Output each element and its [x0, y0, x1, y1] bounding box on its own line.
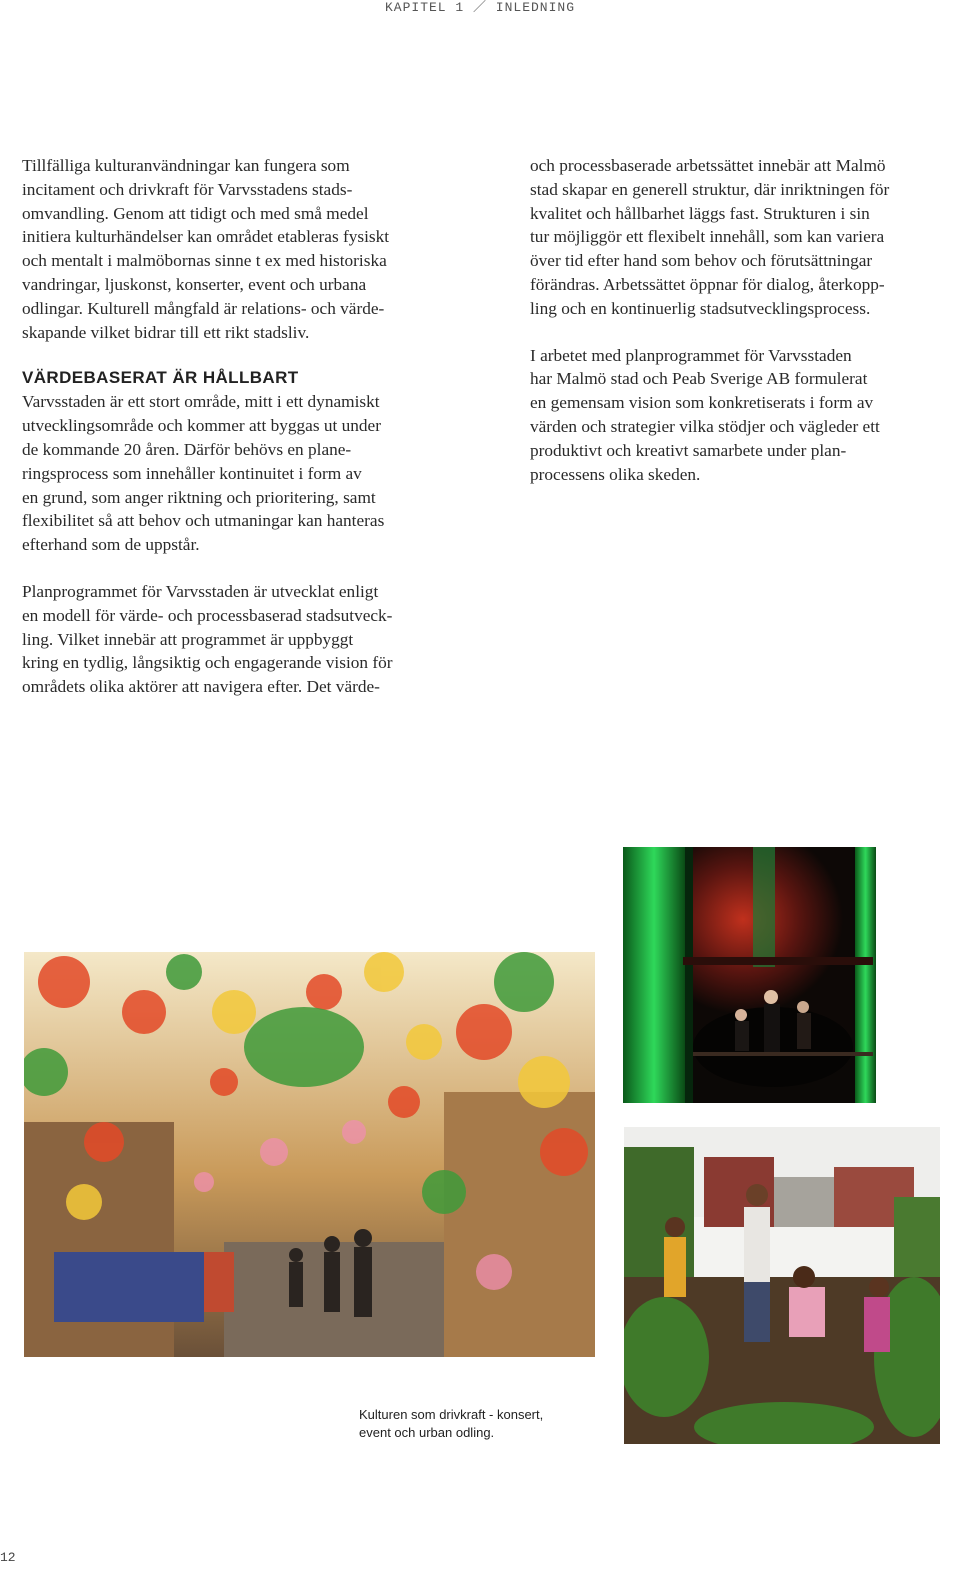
text-line: omvandling. Genom att tidigt och med små medel [22, 203, 369, 223]
text-line: tur möjliggör ett flexibelt innehåll, som kan variera [530, 227, 885, 247]
text-line: utvecklingsområde och kommer att byggas ut under [22, 416, 381, 436]
text-line: och processbaserade arbetssättet innebär att Malmö [530, 156, 886, 175]
text-line: stad skapar en generell struktur, där inriktningen för [530, 179, 890, 199]
text-line: förändras. Arbetssättet öppnar för dialog, återkopp- [530, 274, 885, 294]
text-line: ling och en kontinuerlig stadsutvecklingsprocess. [530, 298, 871, 318]
photo-caption [359, 1406, 599, 1441]
section-heading: VÄRDEBASERAT ÄR HÅLLBART [22, 368, 299, 388]
text-line: en grund, som anger riktning och prioritering, samt [22, 487, 376, 507]
caption-line: event och urban odling. [359, 1424, 495, 1440]
running-head: KAPITEL 1 ／ INLEDNING [384, 0, 576, 15]
paragraph-gap [22, 557, 462, 580]
right-text-column [530, 154, 955, 486]
text-line: en modell för värde- och processbaserad stadsutveck- [22, 605, 393, 625]
text-line: har Malmö stad och Peab Sverige AB formulerat [530, 369, 868, 389]
text-line: incitament och drivkraft för Varvsstadens stads- [22, 179, 353, 199]
text-line: produktivt och kreativt samarbete under plan- [530, 440, 847, 460]
text-line: kvalitet och hållbarhet läggs fast. Strukturen i sin [530, 203, 870, 223]
text-line: I arbetet med planprogrammet för Varvsstaden [530, 345, 852, 365]
street-event-photo [24, 952, 595, 1357]
page-number: 12 [0, 1550, 16, 1565]
text-line: Varvsstaden är ett stort område, mitt i ett dynamiskt [22, 392, 380, 412]
section-paragraph [22, 390, 462, 557]
text-line: de kommande 20 åren. Därför behövs en plane- [22, 439, 352, 459]
text-line: vandringar, ljuskonst, konserter, event och urbana [22, 274, 367, 294]
caption-line: Kulturen som drivkraft - konsert, [359, 1407, 544, 1422]
paragraph-gap [530, 321, 955, 344]
text-line: efterhand som de uppstår. [22, 535, 200, 555]
text-line: och mentalt i malmöbornas sinne t ex med historiska [22, 251, 387, 271]
text-line: ringsprocess som innehåller kontinuitet i form av [22, 463, 362, 483]
text-line: odlingar. Kulturell mångfald är relations- och värde- [22, 298, 385, 318]
text-line: flexibilitet så att behov och utmaningar kan hanteras [22, 511, 385, 531]
text-line: Planprogrammet för Varvsstaden är utvecklat enligt [22, 581, 379, 601]
urban-garden-photo [624, 1127, 940, 1444]
text-line: initiera kulturhändelser kan området etableras fysiskt [22, 227, 390, 247]
text-line: kring en tydlig, långsiktig och engagerande vision för [22, 653, 393, 673]
text-line: processens olika skeden. [530, 464, 701, 484]
text-line: en gemensam vision som konkretiserats i form av [530, 393, 874, 413]
text-line: ling. Vilket innebär att programmet är uppbyggt [22, 629, 354, 649]
intro-paragraph [22, 154, 462, 344]
concert-photo [623, 847, 876, 1103]
text-line: över tid efter hand som behov och förutsättningar [530, 251, 873, 271]
plan-paragraph [22, 580, 462, 699]
text-line: områdets olika aktörer att navigera efter. Det värde- [22, 677, 380, 697]
text-line: skapande vilket bidrar till ett rikt stadsliv. [22, 322, 310, 342]
paragraph-gap [22, 344, 462, 367]
process-paragraph [530, 154, 955, 321]
text-line: Tillfälliga kulturanvändningar kan fungera som [22, 156, 350, 175]
vision-paragraph [530, 344, 955, 487]
left-text-column [22, 154, 462, 699]
text-line: värden och strategier vilka stödjer och vägleder ett [530, 416, 880, 436]
